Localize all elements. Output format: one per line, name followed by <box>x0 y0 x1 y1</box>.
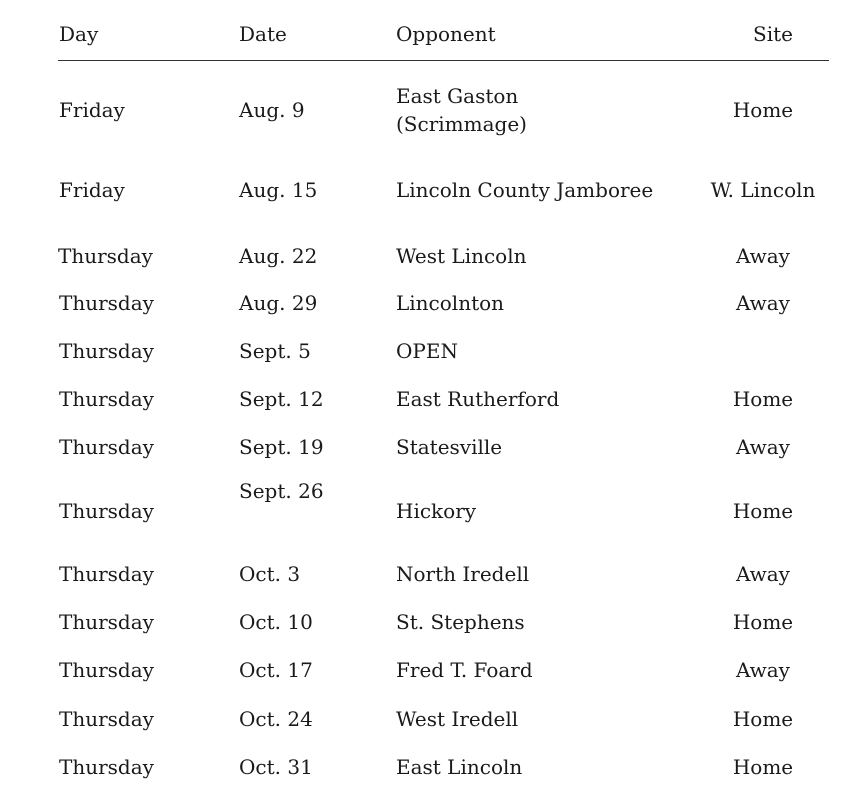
header-date: Date <box>239 22 287 46</box>
row-5-day: Thursday <box>59 387 154 411</box>
row-4-opponent: OPEN <box>396 339 458 363</box>
row-8-site: Away <box>736 562 790 586</box>
row-2-day: Thursday <box>58 244 153 268</box>
row-9-opponent: St. Stephens <box>396 610 525 634</box>
row-0-opponent-note: (Scrimmage) <box>396 112 527 136</box>
row-1-date: Aug. 15 <box>239 178 318 202</box>
row-12-site: Home <box>732 755 794 779</box>
row-6-site: Away <box>736 435 790 459</box>
row-10-date: Oct. 17 <box>239 658 313 682</box>
row-4-day: Thursday <box>59 339 154 363</box>
row-0-site: Home <box>732 98 794 122</box>
row-0-day: Friday <box>59 98 125 122</box>
row-7-date: Sept. 26 <box>239 479 324 503</box>
row-1-day: Friday <box>59 178 125 202</box>
row-10-opponent: Fred T. Foard <box>396 658 533 682</box>
row-3-day: Thursday <box>59 291 154 315</box>
row-2-opponent: West Lincoln <box>396 244 527 268</box>
header-divider <box>58 60 829 61</box>
row-9-site: Home <box>732 610 794 634</box>
row-6-day: Thursday <box>59 435 154 459</box>
row-11-day: Thursday <box>59 707 154 731</box>
row-10-day: Thursday <box>59 658 154 682</box>
row-9-date: Oct. 10 <box>239 610 313 634</box>
row-12-date: Oct. 31 <box>239 755 313 779</box>
row-5-opponent: East Rutherford <box>396 387 560 411</box>
row-8-opponent: North Iredell <box>396 562 530 586</box>
row-11-site: Home <box>732 707 794 731</box>
header-site: Site <box>753 22 793 46</box>
row-6-opponent: Statesville <box>396 435 503 459</box>
row-6-date: Sept. 19 <box>239 435 324 459</box>
row-0-opponent: East Gaston <box>396 84 519 108</box>
header-opponent: Opponent <box>396 22 496 46</box>
row-3-opponent: Lincolnton <box>396 291 505 315</box>
row-2-site: Away <box>736 244 790 268</box>
row-7-opponent: Hickory <box>396 499 477 523</box>
row-11-opponent: West Iredell <box>396 707 519 731</box>
row-3-date: Aug. 29 <box>239 291 318 315</box>
row-12-opponent: East Lincoln <box>396 755 523 779</box>
row-2-date: Aug. 22 <box>239 244 318 268</box>
row-3-site: Away <box>736 291 790 315</box>
row-8-date: Oct. 3 <box>239 562 301 586</box>
row-1-site: W. Lincoln <box>710 178 816 202</box>
header-day: Day <box>59 22 99 46</box>
row-5-date: Sept. 12 <box>239 387 324 411</box>
row-10-site: Away <box>736 658 790 682</box>
row-7-day: Thursday <box>59 499 154 523</box>
row-12-day: Thursday <box>59 755 154 779</box>
row-0-date: Aug. 9 <box>239 98 305 122</box>
row-7-site: Home <box>732 499 794 523</box>
row-8-day: Thursday <box>59 562 154 586</box>
row-1-opponent: Lincoln County Jamboree <box>396 178 654 202</box>
row-4-date: Sept. 5 <box>239 339 311 363</box>
row-9-day: Thursday <box>59 610 154 634</box>
row-11-date: Oct. 24 <box>239 707 313 731</box>
row-5-site: Home <box>732 387 794 411</box>
